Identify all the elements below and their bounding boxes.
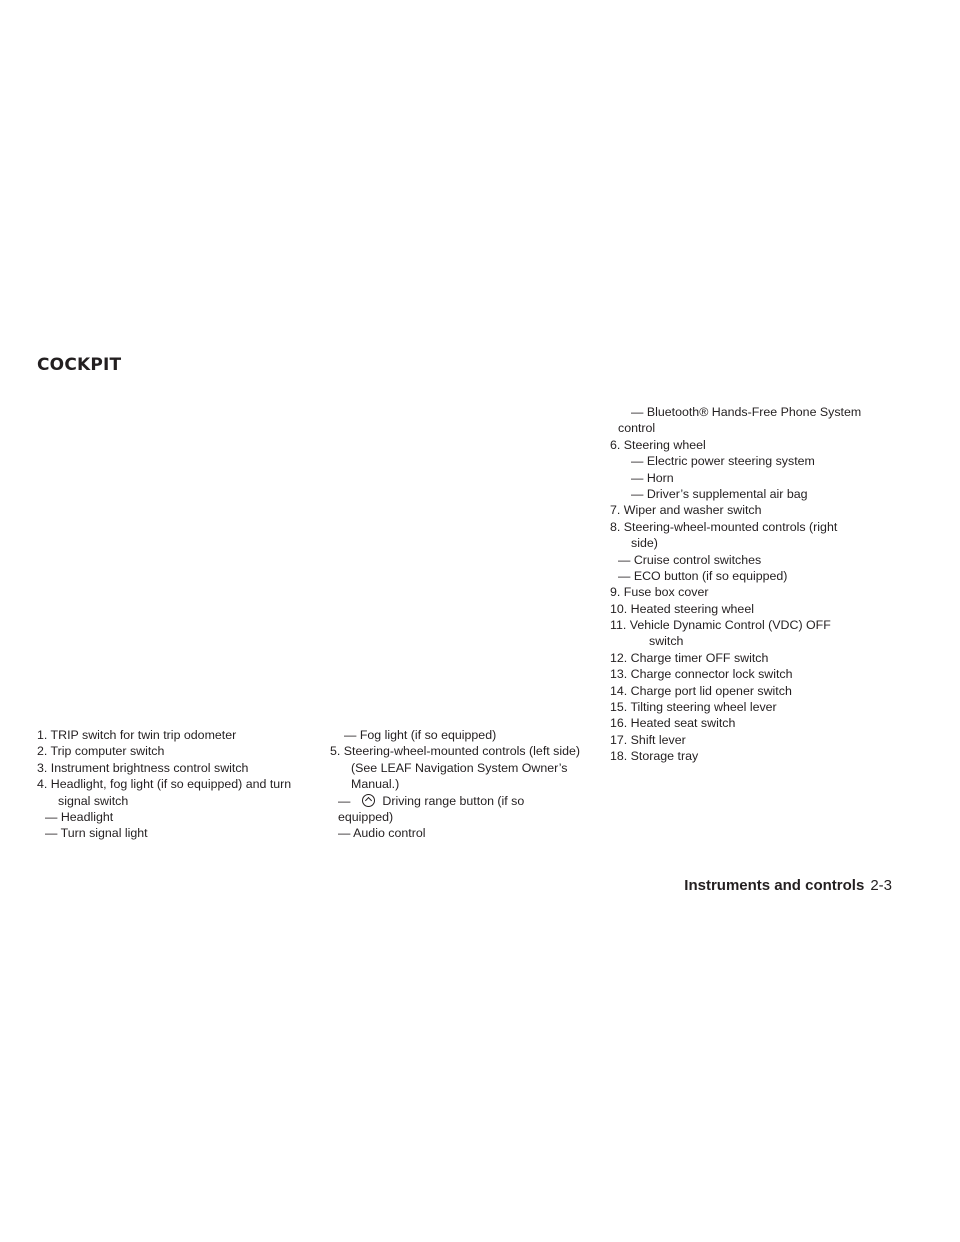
legend-line: 2. Trip computer switch xyxy=(37,744,165,759)
legend-line: 14. Charge port lid opener switch xyxy=(610,683,792,698)
legend-line: — Cruise control switches xyxy=(618,552,762,567)
legend-column-3 xyxy=(610,404,890,765)
legend-line: — Bluetooth® Hands-Free Phone System xyxy=(631,405,862,419)
legend-line: 16. Heated seat switch xyxy=(610,716,736,731)
legend-line: side) xyxy=(631,536,658,551)
legend-line: — Audio control xyxy=(338,826,426,841)
legend-line: signal switch xyxy=(58,793,129,808)
legend-line: 3. Instrument brightness control switch xyxy=(37,760,249,775)
page-footer xyxy=(684,877,892,894)
page-number: 2-3 xyxy=(870,877,892,894)
range-icon xyxy=(362,794,375,807)
legend-line: 6. Steering wheel xyxy=(610,437,706,452)
legend-column-1 xyxy=(37,727,307,842)
legend-line: 13. Charge connector lock switch xyxy=(610,667,793,682)
legend-line: Manual.) xyxy=(351,777,400,792)
legend-line: 7. Wiper and washer switch xyxy=(610,503,762,518)
legend-line: control xyxy=(618,421,656,436)
legend-line: — Horn xyxy=(631,470,674,485)
legend-line: — Headlight xyxy=(45,809,114,824)
footer-section-title: Instruments and controls xyxy=(684,877,865,894)
legend-line: 18. Storage tray xyxy=(610,749,699,764)
legend-line: — Fog light (if so equipped) xyxy=(344,728,497,742)
legend-line: — Turn signal light xyxy=(45,826,148,841)
legend-line: equipped) xyxy=(338,809,394,824)
legend-column-2 xyxy=(330,727,600,842)
legend-line: — Electric power steering system xyxy=(631,454,815,469)
legend-text: Driving range button (if so xyxy=(382,793,525,808)
legend-line: — ECO button (if so equipped) xyxy=(618,568,788,583)
legend-line: 12. Charge timer OFF switch xyxy=(610,650,769,665)
legend-line: 4. Headlight, fog light (if so equipped) and turn xyxy=(37,777,292,792)
legend-line: 9. Fuse box cover xyxy=(610,585,709,600)
legend-line: 5. Steering-wheel-mounted controls (left side) xyxy=(330,744,580,759)
legend-line: (See LEAF Navigation System Owner’s xyxy=(351,760,568,775)
legend-line: switch xyxy=(649,634,684,649)
legend-line: — Driver’s supplemental air bag xyxy=(631,486,808,501)
legend-line: 8. Steering-wheel-mounted controls (right xyxy=(610,519,838,534)
legend-line: 1. TRIP switch for twin trip odometer xyxy=(37,728,237,742)
legend-line-driving-range xyxy=(330,793,600,809)
legend-line: 17. Shift lever xyxy=(610,732,686,747)
legend-line: 10. Heated steering wheel xyxy=(610,601,754,616)
section-heading: COCKPIT xyxy=(37,355,122,375)
legend-line: 15. Tilting steering wheel lever xyxy=(610,700,777,715)
legend-dash: — xyxy=(338,793,351,808)
legend-line: 11. Vehicle Dynamic Control (VDC) OFF xyxy=(610,618,831,633)
